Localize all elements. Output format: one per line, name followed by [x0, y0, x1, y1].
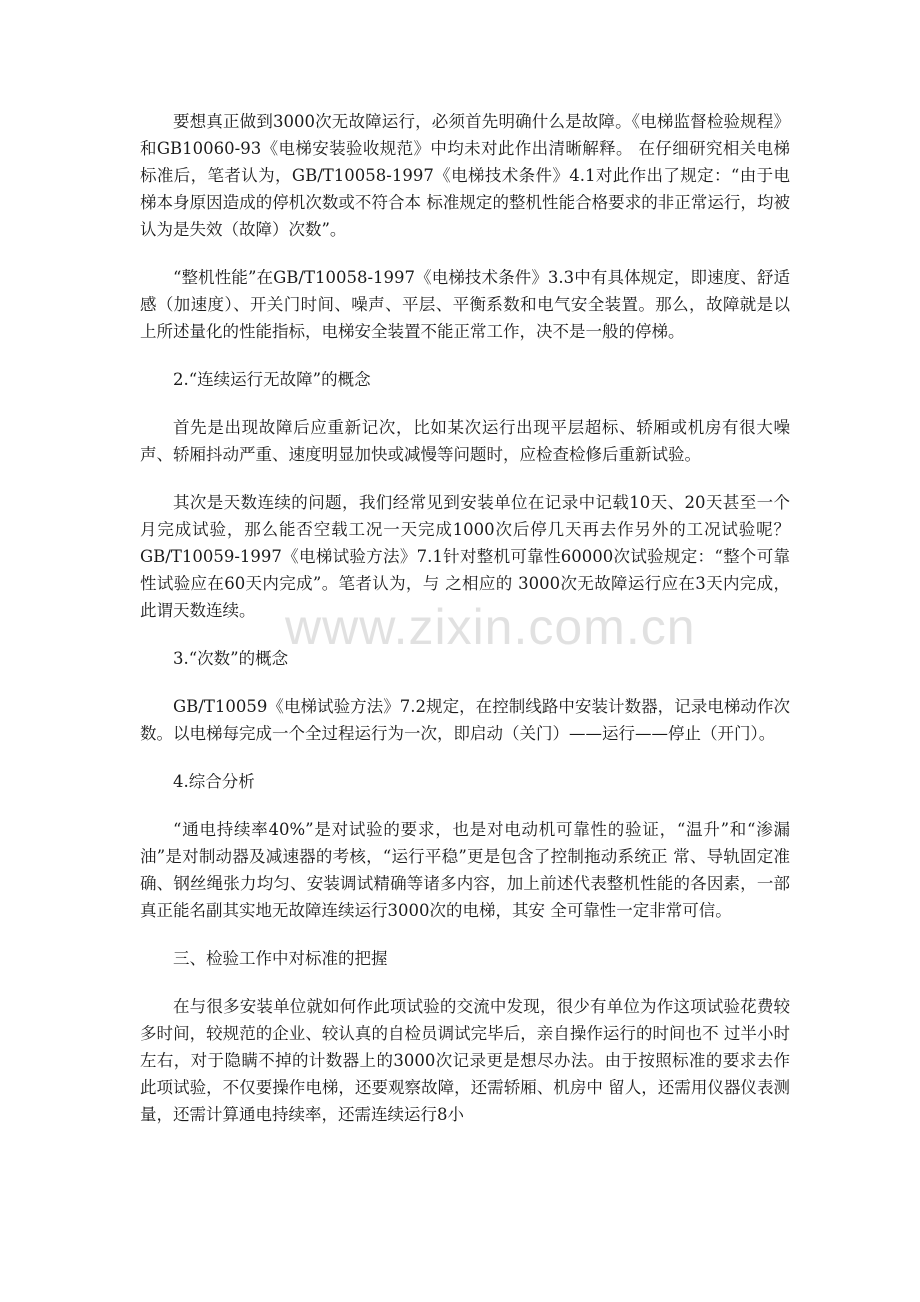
- paragraph-5: GB/T10059《电梯试验方法》7.2规定，在控制线路中安装计数器，记录电梯动作次数。以电梯每完成一个全过程运行为一次，即启动（关门）——运行——停止（开门）。: [140, 697, 790, 743]
- paragraph-7: 在与很多安装单位就如何作此项试验的交流中发现，很少有单位为作这项试验花费较多时间，较规范的企业、较认真的自检员调试完毕后，亲自操作运行的时间也不 过半小时左右，对于隐瞒不掉的计数器上的3000次记录更是想尽办法。由于按照标准的要求去作此项试验，不仅要操作电梯，还要观察故障，还需轿厢、机房中 留人，还需用仪器仪表测量，还需计算通电持续率，还需连续运行8小: [140, 997, 790, 1124]
- paragraph-6: “通电持续率40%”是对试验的要求，也是对电动机可靠性的验证，“温升”和“渗漏油”是对制动器及减速器的考核，“运行平稳”更是包含了控制拖动系统正 常、导轨固定准确、钢丝绳张力均匀、安装调试精确等诸多内容，加上前述代表整机性能的各因素，一部真正能名副其实地无故障连续运行3000次的电梯，其安 全可靠性一定非常可信。: [140, 820, 790, 920]
- paragraph-2: “整机性能”在GB/T10058-1997《电梯技术条件》3.3中有具体规定，即速度、舒适感（加速度）、开关门时间、噪声、平层、平衡系数和电气安全装置。那么，故障就是以上所述量化的性能指标，电梯安全装置不能正常工作，决不是一般的停梯。: [140, 268, 790, 341]
- paragraph-3: 首先是出现故障后应重新记次，比如某次运行出现平层超标、轿厢或机房有很大噪声、轿厢抖动严重、速度明显加快或减慢等问题时，应检查检修后重新试验。: [140, 418, 790, 464]
- paragraph-1: 要想真正做到3000次无故障运行，必须首先明确什么是故障。《电梯监督检验规程》和GB10060-93《电梯安装验收规范》中均未对此作出清晰解释。 在仔细研究相关电梯标准后，笔者认为，GB/T10058-1997《电梯技术条件》4.1对此作出了规定：“由于电梯本身原因造成的停机次数或不符合本 标准规定的整机性能合格要求的非正常运行，均被认为是失效（故障）次数”。: [140, 112, 790, 239]
- section-heading-4: 4.综合分析: [173, 772, 255, 791]
- document-body: [140, 108, 790, 1149]
- section-heading-3: 3.“次数”的概念: [173, 649, 289, 668]
- watermark: www.zixin.com.cn: [285, 599, 696, 655]
- section-heading-2: 2.“连续运行无故障”的概念: [173, 370, 371, 389]
- paragraph-4: 其次是天数连续的问题，我们经常见到安装单位在记录中记载10天、20天甚至一个月完成试验，那么能否空载工况一天完成1000次后停几天再去作另外的工况试验呢？GB/T10059-1997《电梯试验方法》7.1针对整机可靠性60000次试验规定：“整个可靠性试验应在60天内完成”。笔者认为，与 之相应的 3000次无故障运行应在3天内完成，此谓天数连续。: [140, 493, 790, 620]
- section-heading-three: 三、检验工作中对标准的把握: [173, 949, 388, 968]
